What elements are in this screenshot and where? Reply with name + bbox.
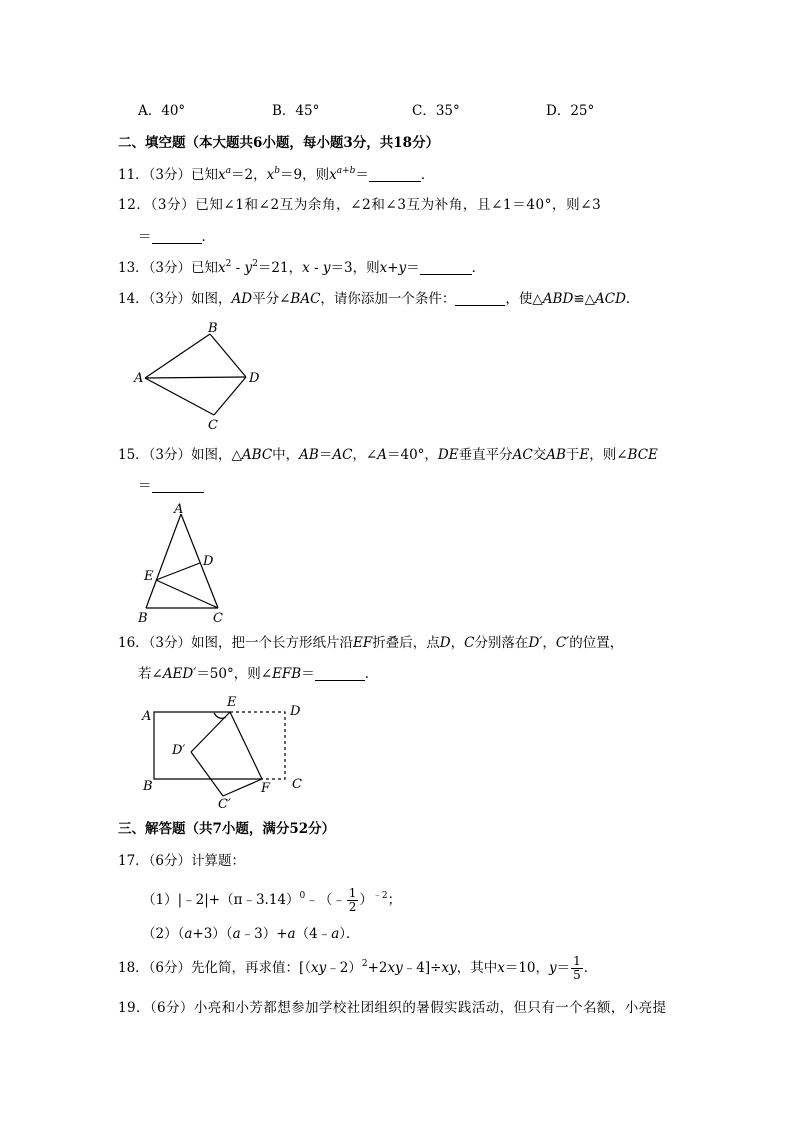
- label-b: B: [208, 321, 218, 336]
- label-d: D: [249, 371, 260, 386]
- label-c: C: [213, 611, 223, 626]
- answer-blank[interactable]: [455, 291, 505, 306]
- question-17: 17．（6分）计算题：: [118, 853, 246, 869]
- label-d: D: [203, 554, 214, 569]
- label-a: A: [174, 502, 184, 517]
- choice-d[interactable]: D．25°: [546, 103, 595, 119]
- question-15: 15．（3分）如图，△ABC中，AB＝AC，∠A＝40°，DE垂直平分AC交AB于E，则∠BCE: [118, 447, 658, 463]
- question-17-part-2: （2）（a+3）（a﹣3）+a（4﹣a）．: [142, 926, 360, 942]
- answer-blank[interactable]: [315, 666, 365, 681]
- label-e: E: [144, 569, 154, 584]
- question-16-line2: 若∠AED′＝50°，则∠EFB＝ ．: [138, 666, 379, 682]
- question-15-line2: ＝: [138, 476, 204, 496]
- label-c: C: [208, 418, 218, 433]
- label-d-prime: D′: [172, 743, 186, 758]
- label-b: B: [138, 611, 148, 626]
- label-c: C: [292, 777, 302, 792]
- question-14: 14．（3分）如图，AD平分∠BAC，请你添加一个条件： ，使△ABD≌△ACD．: [118, 291, 640, 307]
- question-16: 16．（3分）如图，把一个长方形纸片沿EF折叠后，点D，C分别落在D′，C′的位置，: [118, 635, 624, 651]
- section-title-solutions: 三、解答题（共7小题，满分52分）: [118, 821, 336, 837]
- label-a: A: [142, 709, 152, 724]
- question-13: 13．（3分）已知$x^2 - y^2=21$，x - y＝3，则x+y＝ ．: [118, 259, 486, 276]
- answer-blank[interactable]: [420, 260, 472, 275]
- question-12-line2: ＝ ．: [138, 229, 215, 245]
- label-e: E: [227, 695, 237, 710]
- section-title-fill-in: 二、填空题（本大题共6小题，每小题3分，共18分）: [118, 135, 440, 151]
- answer-blank[interactable]: [369, 167, 421, 182]
- fraction: $\frac{1}{5}$: [573, 954, 581, 982]
- choice-a[interactable]: A．40°: [138, 103, 186, 119]
- question-18: 18．（6分）先化简，再求值：[（xy﹣2）$^2$+2xy﹣4]÷xy，其中x＝10，y＝ $\frac{1}{5}$ ．: [118, 954, 598, 982]
- choice-b[interactable]: B．45°: [272, 103, 320, 119]
- figure-16-folded-rectangle: [130, 692, 310, 812]
- choice-c[interactable]: C．35°: [412, 103, 460, 119]
- question-11: 11．（3分）已知$x^a=2$，$x^b=9$，则$x^{a+b}=$ ．: [118, 166, 435, 183]
- label-a: A: [134, 371, 144, 386]
- label-f: F: [261, 781, 271, 796]
- figure-14-kite: [130, 318, 270, 434]
- answer-blank[interactable]: [152, 478, 204, 493]
- label-b: B: [143, 779, 153, 794]
- answer-blank[interactable]: [152, 229, 202, 244]
- fraction: $\frac{1}{2}$: [348, 886, 357, 914]
- label-c-prime: C′: [218, 797, 231, 812]
- figure-15-triangle: [134, 500, 234, 628]
- question-17-part-1: （1）|﹣2|+（π﹣3.14）$^0$﹣（﹣ $\frac{1}{2}$ ）$^{﹣2}$；: [142, 886, 402, 914]
- question-19: 19．（6分）小亮和小芳都想参加学校社团组织的暑假实践活动，但只有一个名额，小亮提: [118, 1000, 667, 1016]
- label-d: D: [290, 704, 301, 719]
- question-12: 12．（3分）已知∠1和∠2互为余角，∠2和∠3互为补角，且∠1＝40°，则∠3: [118, 197, 602, 213]
